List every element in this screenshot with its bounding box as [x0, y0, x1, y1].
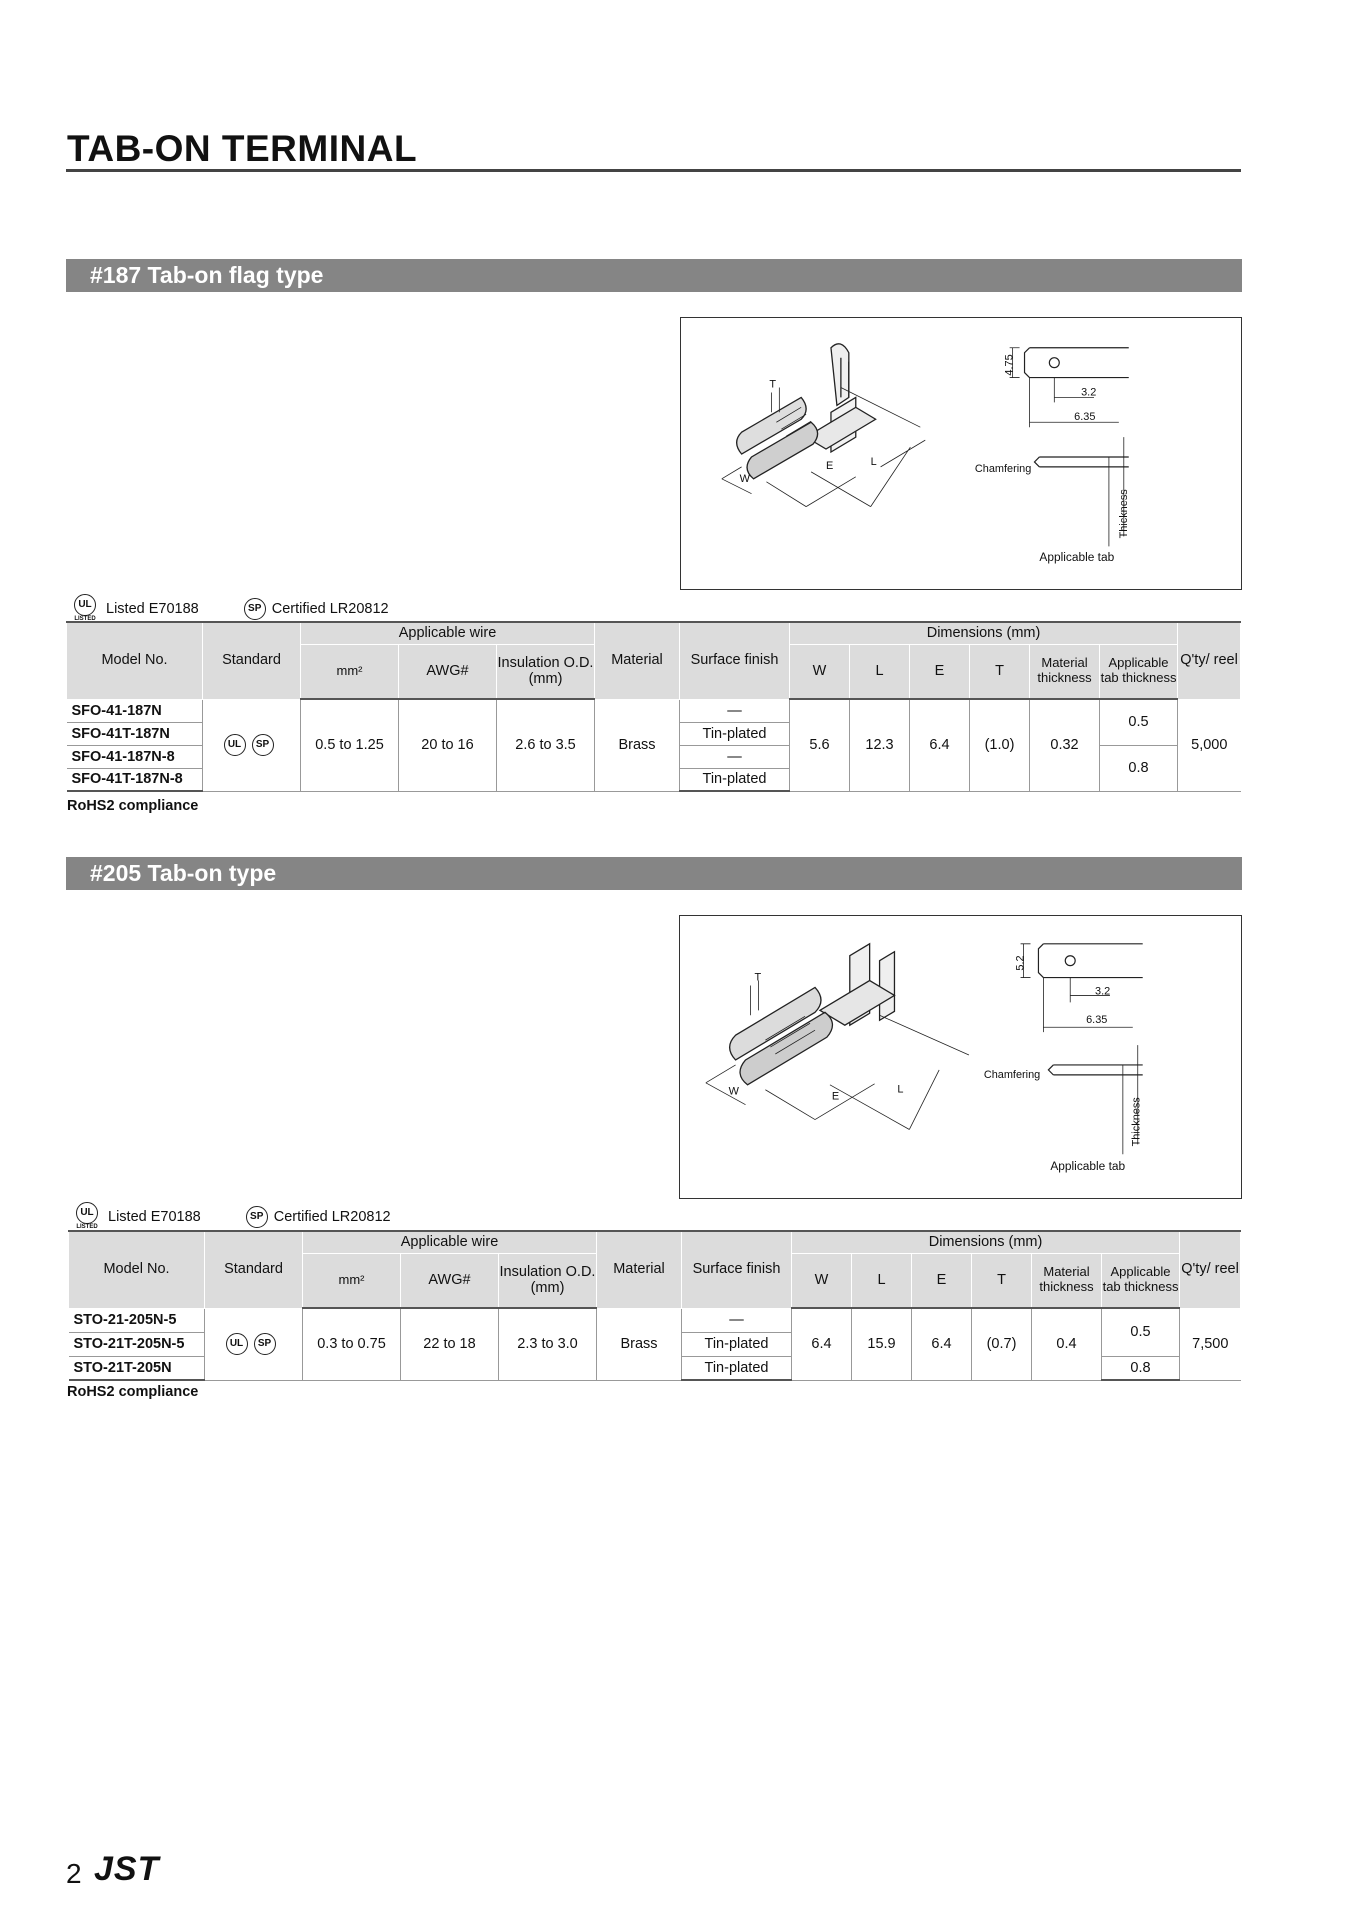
th-l: L — [850, 644, 910, 699]
th-standard: Standard — [203, 622, 301, 699]
material: Brass — [595, 699, 680, 791]
rohs-note-205: RoHS2 compliance — [67, 1384, 199, 1400]
th-mat-thick: Material thickness — [1032, 1253, 1102, 1308]
fig205-label-w: W — [728, 1085, 739, 1098]
model-no: STO-21-205N-5 — [69, 1308, 205, 1332]
th-insulation: Insulation O.D. (mm) — [497, 644, 595, 699]
wire-awg: 22 to 18 — [401, 1308, 499, 1380]
csa-icon: SP — [254, 1333, 276, 1355]
figure-205-terminal — [679, 915, 1242, 1199]
th-mm2: mm² — [301, 644, 399, 699]
fig187-dim-hole: 3.2 — [1081, 386, 1097, 399]
csa-cert-text: Certified LR20812 — [271, 600, 389, 617]
dim-t: (0.7) — [972, 1308, 1032, 1380]
wire-mm2: 0.5 to 1.25 — [301, 699, 399, 791]
th-l: L — [852, 1253, 912, 1308]
fig187-label-applicable-tab: Applicable tab — [1039, 550, 1115, 565]
wire-awg: 20 to 16 — [399, 699, 497, 791]
fig187-label-chamfering: Chamfering — [974, 462, 1032, 475]
figure-187-flag-terminal — [680, 317, 1242, 590]
table-row — [69, 1308, 1241, 1332]
dim-l: 12.3 — [850, 699, 910, 791]
th-dimensions: Dimensions (mm) — [790, 622, 1178, 644]
th-tab-thick: Applicable tab thickness — [1102, 1253, 1180, 1308]
material-thickness: 0.4 — [1032, 1308, 1102, 1380]
rohs-note-187: RoHS2 compliance — [67, 798, 199, 814]
ul-cert-text: Listed E70188 — [106, 600, 199, 617]
ul-icon: UL — [226, 1333, 248, 1355]
th-awg: AWG# — [401, 1253, 499, 1308]
tab-thickness: 0.8 — [1100, 745, 1178, 791]
cert-row-187 — [74, 594, 389, 623]
fig205-label-thickness: Thickness — [1130, 1097, 1143, 1147]
fig187-dim-length: 6.35 — [1074, 411, 1096, 424]
th-dimensions: Dimensions (mm) — [792, 1231, 1180, 1253]
fig205-dim-length: 6.35 — [1086, 1014, 1108, 1027]
dim-l: 15.9 — [852, 1308, 912, 1380]
wire-mm2: 0.3 to 0.75 — [303, 1308, 401, 1380]
tab-thickness: 0.5 — [1102, 1308, 1180, 1356]
fig205-label-t: T — [754, 971, 762, 984]
dim-e: 6.4 — [910, 699, 970, 791]
th-t: T — [970, 644, 1030, 699]
fig187-label-t: T — [769, 378, 777, 391]
th-standard: Standard — [205, 1231, 303, 1308]
table-row — [67, 699, 1241, 722]
qty-reel: 5,000 — [1178, 699, 1241, 791]
surface-finish: Tin-plated — [680, 722, 790, 745]
model-no: SFO-41-187N — [67, 699, 203, 722]
section-heading-205: #205 Tab-on type — [66, 857, 1242, 890]
csa-icon: SP — [244, 598, 266, 620]
th-material: Material — [595, 622, 680, 699]
csa-cert — [246, 1206, 391, 1228]
fig205-dim-height: 5.2 — [1014, 955, 1027, 971]
th-model: Model No. — [69, 1231, 205, 1308]
dim-w: 5.6 — [790, 699, 850, 791]
th-tab-thick: Applicable tab thickness — [1100, 644, 1178, 699]
fig205-label-e: E — [831, 1090, 840, 1103]
cert-row-205 — [76, 1202, 391, 1231]
csa-icon: SP — [246, 1206, 268, 1228]
ul-cert — [76, 1202, 201, 1231]
th-qty: Q'ty/ reel — [1180, 1231, 1241, 1308]
section-heading-187: #187 Tab-on flag type — [66, 259, 1242, 292]
model-no: SFO-41-187N-8 — [67, 745, 203, 768]
fig187-label-w: W — [739, 472, 750, 485]
page-number: 2 — [66, 1858, 82, 1889]
fig205-label-applicable-tab: Applicable tab — [1050, 1159, 1126, 1174]
th-t: T — [972, 1253, 1032, 1308]
jst-logo: JST — [94, 1850, 160, 1888]
th-surface: Surface finish — [680, 622, 790, 699]
th-e: E — [910, 644, 970, 699]
fig187-dim-height: 4.75 — [1003, 354, 1016, 376]
terminal-drawing-187 — [681, 318, 1241, 589]
wire-insulation: 2.3 to 3.0 — [499, 1308, 597, 1380]
fig187-label-l: L — [870, 455, 877, 468]
th-w: W — [790, 644, 850, 699]
spec-table-187 — [66, 621, 1241, 792]
ul-cert — [74, 594, 199, 623]
surface-finish: — — [680, 745, 790, 768]
wire-insulation: 2.6 to 3.5 — [497, 699, 595, 791]
terminal-drawing-205 — [680, 916, 1241, 1198]
th-mat-thick: Material thickness — [1030, 644, 1100, 699]
model-no: STO-21T-205N-5 — [69, 1332, 205, 1356]
surface-finish: Tin-plated — [682, 1356, 792, 1380]
title-divider — [66, 169, 1241, 172]
fig187-label-e: E — [825, 459, 834, 472]
surface-finish: Tin-plated — [680, 768, 790, 791]
csa-cert — [244, 598, 389, 620]
th-qty: Q'ty/ reel — [1178, 622, 1241, 699]
model-no: SFO-41T-187N-8 — [67, 768, 203, 791]
th-mm2: mm² — [303, 1253, 401, 1308]
fig187-label-thickness: Thickness — [1117, 489, 1130, 539]
ul-listed-icon: UL LISTED — [74, 594, 96, 623]
th-applicable-wire: Applicable wire — [303, 1231, 597, 1253]
standard-icons — [205, 1308, 303, 1380]
page-title: TAB-ON TERMINAL — [67, 128, 418, 169]
th-applicable-wire: Applicable wire — [301, 622, 595, 644]
th-awg: AWG# — [399, 644, 497, 699]
standard-icons — [203, 699, 301, 791]
tab-thickness: 0.5 — [1100, 699, 1178, 745]
csa-cert-text: Certified LR20812 — [273, 1208, 391, 1225]
dim-e: 6.4 — [912, 1308, 972, 1380]
material-thickness: 0.32 — [1030, 699, 1100, 791]
csa-icon: SP — [252, 734, 274, 756]
tab-thickness: 0.8 — [1102, 1356, 1180, 1380]
th-w: W — [792, 1253, 852, 1308]
th-surface: Surface finish — [682, 1231, 792, 1308]
material: Brass — [597, 1308, 682, 1380]
th-insulation: Insulation O.D. (mm) — [499, 1253, 597, 1308]
fig205-dim-hole: 3.2 — [1095, 985, 1111, 998]
fig205-label-chamfering: Chamfering — [983, 1068, 1041, 1081]
ul-cert-text: Listed E70188 — [108, 1208, 201, 1225]
th-e: E — [912, 1253, 972, 1308]
surface-finish: — — [680, 699, 790, 722]
ul-icon: UL — [224, 734, 246, 756]
dim-w: 6.4 — [792, 1308, 852, 1380]
qty-reel: 7,500 — [1180, 1308, 1241, 1380]
surface-finish: — — [682, 1308, 792, 1332]
th-model: Model No. — [67, 622, 203, 699]
spec-table-205 — [68, 1230, 1241, 1381]
dim-t: (1.0) — [970, 699, 1030, 791]
th-material: Material — [597, 1231, 682, 1308]
fig205-label-l: L — [897, 1083, 904, 1096]
ul-listed-icon: UL LISTED — [76, 1202, 98, 1231]
model-no: SFO-41T-187N — [67, 722, 203, 745]
model-no: STO-21T-205N — [69, 1356, 205, 1380]
surface-finish: Tin-plated — [682, 1332, 792, 1356]
